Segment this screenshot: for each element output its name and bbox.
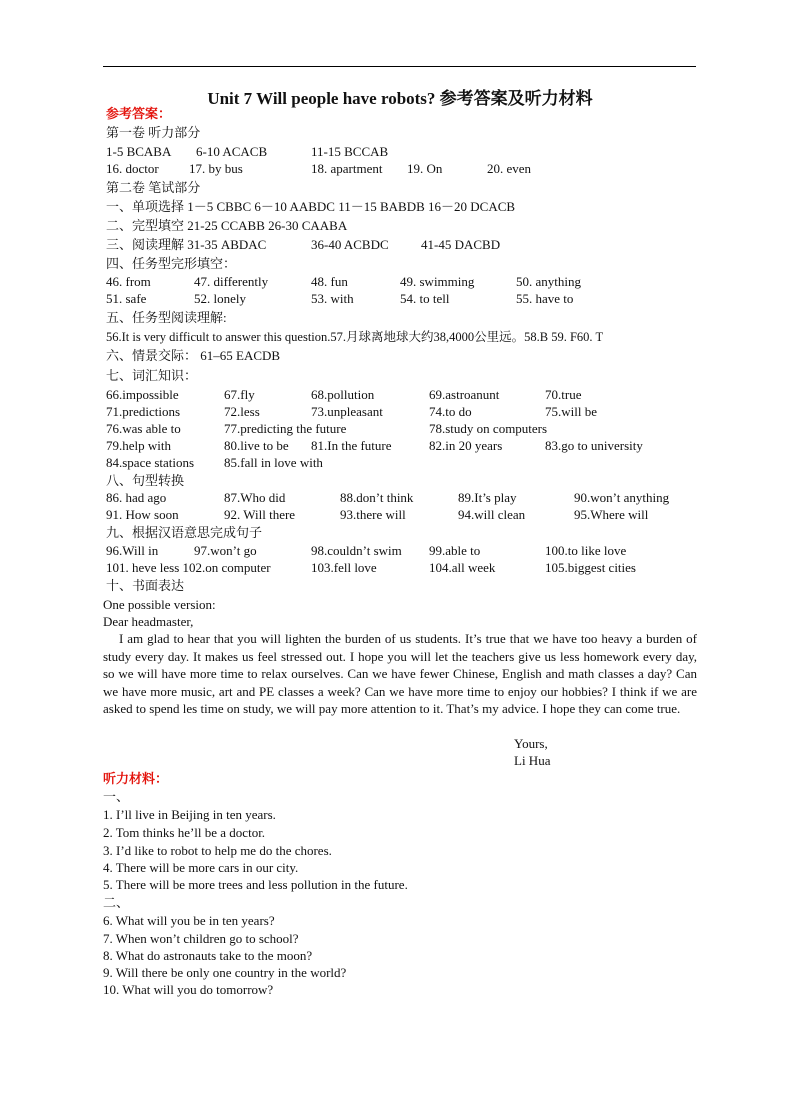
listening-section-1: 一、	[103, 789, 130, 804]
answer-cell: 98.couldn’t swim	[311, 543, 402, 558]
answer-cell: 81.In the future	[311, 438, 392, 453]
answer-cell: 74.to do	[429, 404, 472, 419]
answer-cell: 66.impossible	[106, 387, 179, 402]
answer-cell: 76.was able to	[106, 421, 181, 436]
section-dialogue: 六、情景交际： 61–65 EACDB	[106, 348, 281, 363]
answer-cell: 69.astroanunt	[429, 387, 500, 402]
section-task-reading: 五、任务型阅读理解:	[106, 310, 227, 325]
answer-cell: 88.don’t think	[340, 490, 414, 505]
answer-cell: 51. safe	[106, 291, 147, 306]
header-rule	[103, 66, 696, 67]
answer-cell: 105.biggest cities	[545, 560, 636, 575]
answer-cell: 17. by bus	[189, 161, 243, 176]
answer-cell: 36-40 ACBDC	[311, 237, 389, 252]
answer-cell: 49. swimming	[400, 274, 475, 289]
listening-item: 9. Will there be only one country in the world?	[103, 965, 347, 980]
page-title: Unit 7 Will people have robots? 参考答案及听力材料	[207, 89, 593, 108]
answer-cell: 73.unpleasant	[311, 404, 383, 419]
listening-item: 10. What will you do tomorrow?	[103, 982, 274, 997]
answer-cell: 46. from	[106, 274, 151, 289]
answer-cell: 70.true	[545, 387, 582, 402]
answer-cell: 41-45 DACBD	[421, 237, 501, 252]
answer-cell: 90.won’t anything	[574, 490, 670, 505]
answer-cell: 94.will clean	[458, 507, 526, 522]
signature-name: Li Hua	[514, 753, 551, 768]
section-translation: 九、根据汉语意思完成句子	[106, 525, 263, 540]
answer-cell: 47. differently	[194, 274, 269, 289]
answer-cell: 97.won’t go	[194, 543, 257, 558]
answer-cell: 82.in 20 years	[429, 438, 503, 453]
salutation: Dear headmaster,	[103, 614, 194, 629]
answer-cell: 92. Will there	[224, 507, 296, 522]
answer-cell: 89.It’s play	[458, 490, 517, 505]
answer-cell: 95.Where will	[574, 507, 649, 522]
listening-heading: 听力材料：	[103, 771, 169, 786]
essay-text: I am glad to hear that you will lighten the burden of us students. It’s true that we have too heavy a burden of study every day. It makes us feel stressed out. I hope you will let the teachers give us less homework every day, so we will have more time to relax ourselves. Can we have fewer Chinese, English and math classes a day? Can we have more music, art and PE classes a week? Can we have more time to enjoy our hobbies? I think if we are asked to spend les time on study, we will pay more attention to it. That’s my advice. I hope they can come true.	[103, 631, 697, 716]
answer-cell: 48. fun	[311, 274, 348, 289]
answer-cell: 68.pollution	[311, 387, 375, 402]
answer-cell: 67.fly	[224, 387, 255, 402]
answer-cell: 91. How soon	[106, 507, 179, 522]
listening-item: 1. I’ll live in Beijing in ten years.	[103, 807, 276, 822]
answer-cell: 93.there will	[340, 507, 406, 522]
answer-cell: 54. to tell	[400, 291, 450, 306]
answer-cell: 72.less	[224, 404, 260, 419]
version-label: One possible version:	[103, 597, 216, 612]
part1-heading: 第一卷 听力部分	[106, 125, 201, 140]
answer-cell: 99.able to	[429, 543, 481, 558]
section-single-choice: 一、单项选择 1－5 CBBC 6－10 AABDC 11－15 BABDB 16－20 DCACB	[106, 199, 516, 214]
answer-cell: 86. had ago	[106, 490, 167, 505]
answer-cell: 53. with	[311, 291, 354, 306]
answer-cell: 52. lonely	[194, 291, 246, 306]
answer-cell: 87.Who did	[224, 490, 286, 505]
answer-cell: 96.Will in	[106, 543, 159, 558]
section-task-cloze: 四、任务型完形填空：	[106, 256, 237, 271]
listening-item: 2. Tom thinks he’ll be a doctor.	[103, 825, 266, 840]
essay-paragraph	[103, 630, 697, 718]
section-vocabulary: 七、词汇知识：	[106, 368, 198, 383]
answer-cell: 1-5 BCABA	[106, 144, 172, 159]
listening-item: 8. What do astronauts take to the moon?	[103, 948, 313, 963]
answer-cell: 50. anything	[516, 274, 581, 289]
answer-cell: 79.help with	[106, 438, 171, 453]
answer-cell: 19. On	[407, 161, 443, 176]
answer-cell: 103.fell love	[311, 560, 377, 575]
answer-cell: 71.predictions	[106, 404, 181, 419]
answer-cell: 85.fall in love with	[224, 455, 323, 470]
answer-cell: 84.space stations	[106, 455, 195, 470]
answer-cell: 101. heve less 102.on computer	[106, 560, 271, 575]
section-cloze: 二、完型填空 21-25 CCABB 26-30 CAABA	[106, 218, 348, 233]
answer-cell: 80.live to be	[224, 438, 289, 453]
answer-cell: 104.all week	[429, 560, 496, 575]
answer-cell: 三、阅读理解 31-35 ABDAC	[106, 237, 267, 252]
answer-cell: 55. have to	[516, 291, 574, 306]
answer-cell: 16. doctor	[106, 161, 159, 176]
closing: Yours,	[514, 736, 548, 751]
listening-item: 7. When won’t children go to school?	[103, 931, 299, 946]
answers-heading: 参考答案：	[106, 106, 172, 121]
answer-cell: 77.predicting the future	[224, 421, 347, 436]
section-writing: 十、书面表达	[106, 578, 185, 593]
answer-cell: 20. even	[487, 161, 532, 176]
part2-heading: 第二卷 笔试部分	[106, 180, 201, 195]
section-sentence-transform: 八、句型转换	[106, 473, 185, 488]
listening-item: 4. There will be more cars in our city.	[103, 860, 299, 875]
listening-item: 5. There will be more trees and less pollution in the future.	[103, 877, 408, 892]
answer-cell: 18. apartment	[311, 161, 383, 176]
answer-cell: 6-10 ACACB	[196, 144, 268, 159]
answer-cell: 11-15 BCCAB	[311, 144, 389, 159]
listening-item: 3. I’d like to robot to help me do the chores.	[103, 843, 332, 858]
answer-cell: 83.go to university	[545, 438, 643, 453]
listening-item: 6. What will you be in ten years?	[103, 913, 275, 928]
answer-cell: 75.will be	[545, 404, 597, 419]
listening-section-2: 二、	[103, 895, 130, 910]
task-reading-answers: 56.It is very difficult to answer this question.57.月球离地球大约38,4000公里远。58.B 59. F60. T	[106, 330, 604, 344]
answer-cell: 78.study on computers	[429, 421, 548, 436]
answer-cell: 100.to like love	[545, 543, 627, 558]
